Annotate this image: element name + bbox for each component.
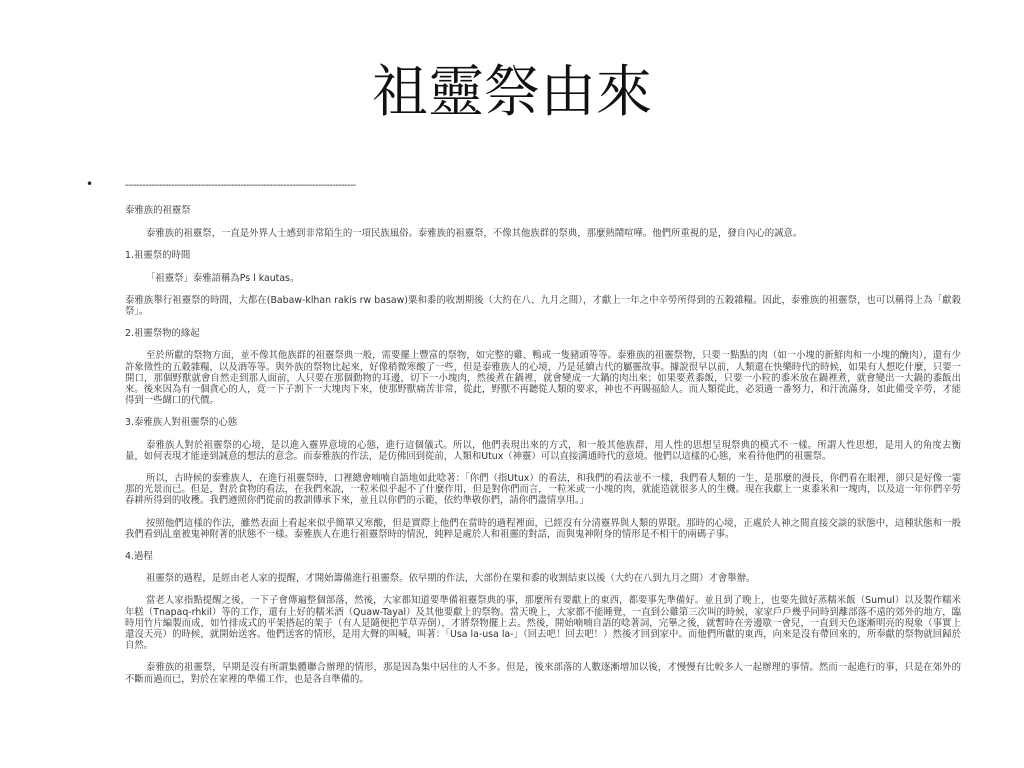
body-paragraph: 泰雅族的祖靈祭，早期是沒有所謂集體聯合辦理的情形，那是因為集中居住的人不多。但是，後來部落的人數逐漸增加以後，才慢慢有比較多人一起辦理的事情。然而一起進行的事，只是在郊外的不斷而過而已，對於在家裡的準備工作，也是各自準備的。 bbox=[125, 662, 961, 685]
body-paragraph: 所以，古時候的泰雅族人，在進行祖靈祭時，口裡總會喃喃自語地如此唸著：「你們（指Utux）的看法，和我們的看法並不一樣，我們看人類的一生，是那麼的漫長，你們看在眼裡，卻只是好像一霎那的光景而已。但是，對於食物的看法，在我們來說，一粒米似乎起不了什麼作用，但是對你們而言，一粒米或一小塊的肉，就能造就很多人的生機。現在我獻上一束黍米和一塊肉，以及這一年你們辛勞春耕所得到的收穫。我們遵照你們從前的教訓傳承下來，並且以你們的示範，依約準敬你們，請你們盡情享用。」 bbox=[125, 473, 961, 507]
slide-body bbox=[125, 180, 961, 696]
subheading-paragraph: 4.過程 bbox=[125, 551, 153, 563]
bullet-marker: • bbox=[86, 177, 94, 191]
subheading-paragraph: 2.祖靈祭物的緣起 bbox=[125, 328, 200, 340]
slide-title: 祖靈祭由來 bbox=[372, 60, 652, 125]
body-paragraph: 泰雅族的祖靈祭，一直是外界人士感到非常陌生的一項民族風俗。泰雅族的祖靈祭，不像其他族群的祭典，那麼熱鬧喧嘩。他們所重視的是，發自內心的誠意。 bbox=[146, 228, 803, 240]
body-paragraph: 按照他們這樣的作法，雖然表面上看起來似乎簡單又寒酸，但是實際上他們在當時的過程裡面，已經沒有分清靈界與人類的界限。那時的心境，正處於人神之間直接交談的狀態中，這種狀態和一般我們看到乩童被鬼神附著的狀態不一樣。泰雅族人在進行祖靈祭時的情況，純粹是處於人和祖靈的對話，而與鬼神附身的情形是不相干的兩碼子事。 bbox=[125, 517, 961, 540]
subheading-paragraph: 泰雅族舉行祖靈祭的時間，大都在(Babaw-klhan rakis rw basaw)粟和黍的收割期後（大約在八、九月之間），才獻上一年之中辛勞所得到的五穀雜糧。因此，泰雅族的祖靈祭，也可以稱得上為「獻穀祭」。 bbox=[125, 294, 961, 318]
subheading-paragraph: 1.祖靈祭的時間 bbox=[125, 250, 191, 262]
section-title: 泰雅族的祖靈祭 bbox=[125, 205, 191, 216]
separator-line: -------------------------------------------------------------------------------- bbox=[125, 180, 356, 191]
body-paragraph: 泰雅族人對於祖靈祭的心境，是以進入靈界意境的心態，進行這個儀式。所以，他們表現出來的方式，和一般其他族群，用人性的思想呈現祭典的模式不一樣。所謂人性思想，是用人的角度去衡量，如何表現才能達到誠意的想法的意念。而泰雅族的作法，是仿佛回到從前，人類和Utux（神靈）可以直接溝通時代的意境。他們以這樣的心態，來看待他們的祖靈祭。 bbox=[125, 439, 961, 462]
body-paragraph: 當老人家指點提醒之後，一下子會傳遍整個部落，然後，大家都知道要準備祖靈祭典的事，那麼所有要獻上的東西，都要事先準備好。並且到了晚上，也要先做好蒸糯米飯（Sumul）以及製作糯米年糕（Tnapaq-rhkil）等的工作，還有上好的糯米酒（Quaw-Tayal）及其他要獻上的祭物。當天晚上，大家都不能睡覺，一直到公雞第三次叫的時候，家家戶戶幾乎同時到離部落不遠的郊外的地方，臨時用竹片編製而成，如竹排成式的平架搭起的架子（有人是隨便把芋草弄倒），才將祭物擺上去。然後，開始喃喃自語的唸著詞，完畢之後，就暫時在旁邊歇一會兒，一直到天色逐漸明亮的現象（事實上還沒天亮）的時候，就開始送客。他們送客的情形，是用大聲的叫喊，叫著：「Usa la-usa la-」（回去吧！回去吧！）然後才回到家中。而他們所獻的東西，向來是沒有帶回來的，所奉獻的祭物就回歸於自然。 bbox=[125, 595, 961, 652]
body-paragraph: 祖靈祭的過程，是經由老人家的提醒，才開始籌備進行祖靈祭。依早期的作法，大部份在粟和黍的收割結束以後（大約在八到九月之間）才會舉辦。 bbox=[146, 573, 756, 585]
body-paragraph: 「祖靈祭」泰雅語稱為Ps l kautas。 bbox=[146, 272, 300, 284]
subheading-paragraph: 3.泰雅族人對祖靈祭的心態 bbox=[125, 417, 238, 429]
paragraph-list bbox=[125, 228, 961, 685]
body-paragraph: 至於所獻的祭物方面，並不像其他族群的祖靈祭典一般，需要擺上豐富的祭物，如完整的雞、鴨或一隻豬頭等等。泰雅族的祖靈祭物，只要一點點的肉（如一小塊的新鮮肉和一小塊的醃肉），還有少許象徵性的五穀雜糧，以及酒等等。與外族的祭物比起來，好像稍微寒酸了一些，但是泰雅族人的心境，乃是延續古代的屬靈故事。據說很早以前，人類還在快樂時代的時候，如果有人想吃什麼，只要一開口，那個野獸就會自然走到那人面前，人只要在那個動物的耳邊，切下一小塊肉，然後煮在鍋裡，就會變成一大鍋的肉出來；如果要煮黍飯，只要一小粒的黍米放在鍋裡煮，就會變出一大鍋的黍飯出來。後來因為有一個貪心的人，竟一下子割下一大塊肉下來，使那野獸痛苦非常，從此，野獸不再聽從人類的要求，神也不再賜福給人。而人類從此，必須過一番努力，和汗流滿身，如此備受辛勞，才能得到一些餬口的代價。 bbox=[125, 350, 961, 407]
